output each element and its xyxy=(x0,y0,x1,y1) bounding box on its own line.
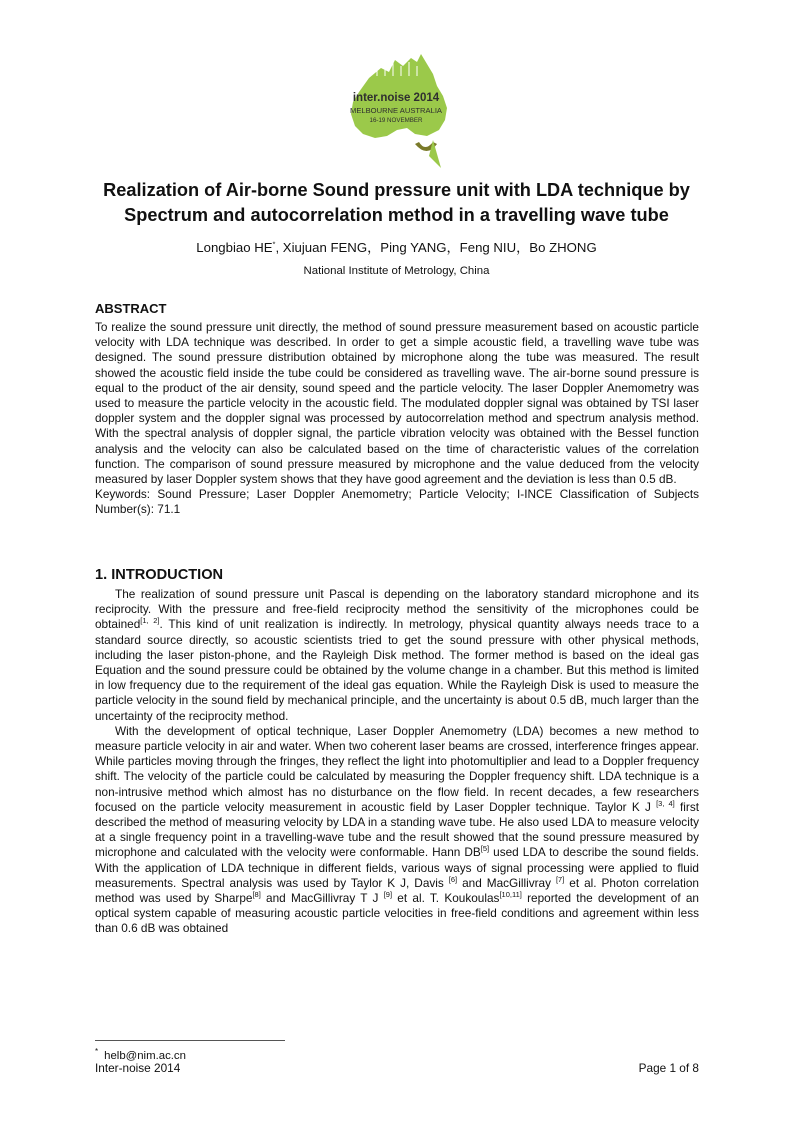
other-authors: , Xiujuan FENG，Ping YANG，Feng NIU，Bo ZHONG xyxy=(275,240,597,255)
first-author: Longbiao HE xyxy=(196,240,273,255)
title-line-1: Realization of Air-borne Sound pressure unit with LDA technique by xyxy=(103,180,690,200)
affiliation: National Institute of Metrology, China xyxy=(303,265,490,277)
australia-map-icon xyxy=(329,40,464,175)
text-run: The realization of sound pressure unit Pascal is depending on the laboratory standard microphone and its reciprocity. With the pressure and free-field reciprocity method the sensitivity of the microphones could be obtained xyxy=(95,587,699,632)
text-run: With the development of optical technique, Laser Doppler Anemometry (LDA) becomes a new method to measure particle velocity in air and water. When two coherent laser beams are crossed, interference fringes appear. While particles moving through the fringes, they reflect the light into photomultiplier and lead to a Doppler frequency shift. The velocity of the particle could be calculated by measuring the Doppler frequency shift. LDA technique is a non-intrusive method which almost has no disturbance on the flow field. In recent decades, a few researchers focused on the particle velocity measurement in acoustic field by Laser Doppler technique. Taylor K J xyxy=(95,723,699,814)
section-heading-introduction: 1. INTRODUCTION xyxy=(95,567,224,583)
author-list xyxy=(40,240,753,256)
citation: [1, 2] xyxy=(140,616,160,626)
text-run: et al. T. Koukoulas xyxy=(392,891,500,906)
conference-logo xyxy=(329,40,464,175)
logo-dates: 16-19 NOVEMBER xyxy=(369,117,423,124)
footnote-email[interactable]: helb@nim.ac.cn xyxy=(104,1049,186,1062)
citation: [10,11] xyxy=(499,890,522,900)
abstract-text: To realize the sound pressure unit directly, the method of sound pressure measurement based on acoustic particle velocity with LDA technique was described. In order to get a simple acoustic field, a travelling wave tube was designed. The sound pressure distribution obtained by microphone along the tube was measured. The result showed the acoustic field inside the tube could be considered as travelling wave. The air-borne sound pressure is equal to the product of the air density, sound speed and the particle velocity. The laser Doppler Anemometry was used to measure the particle velocity in the acoustic field. The modulated doppler signal was obtained by TSI laser doppler system and the doppler signal was processed by autocorrelation method and spectrum analysis method. With the spectral analysis of doppler signal, the particle vibration velocity was obtained with the Bessel function analysis and the velocity can also be calculated based on the time of characteristic values of the correlation function. The comparison of sound pressure measured by microphone and the value deduced from the velocity measured by laser Doppler system shows that they have good agreement and the deviation is less than 0.5 dB. xyxy=(95,320,699,487)
intro-paragraph-2 xyxy=(95,724,699,937)
introduction-body xyxy=(95,587,699,937)
intro-paragraph-1 xyxy=(95,587,699,724)
text-run: and MacGillivray xyxy=(457,875,556,890)
citation: [8] xyxy=(252,890,261,900)
paper-title xyxy=(40,178,753,228)
citation: [9] xyxy=(383,890,393,900)
corresponding-mark: * xyxy=(272,239,276,249)
text-run: et al. Photon correlation method was used by Sharpe xyxy=(95,875,699,906)
logo-location: MELBOURNE AUSTRALIA xyxy=(350,106,442,115)
title-line-2: Spectrum and autocorrelation method in a travelling wave tube xyxy=(124,205,669,225)
citation: [5] xyxy=(480,844,490,854)
text-run: reported the development of an optical system capable of measuring acoustic particle velocities in free-field conditions and agreement within less than 0.6 dB was obtained xyxy=(95,891,699,936)
footnote-divider xyxy=(95,1040,285,1041)
logo-title: inter.noise 2014 xyxy=(352,92,440,104)
footnote xyxy=(95,1047,186,1062)
text-run: first described the method of measuring velocity by LDA in a standing wave tube. He also used LDA to measure velocity at a single frequency point in a travelling-wave tube and the result showed that the sound pressure measured by microphone and calculated with the velocity were conformable. Hann DB xyxy=(95,799,699,860)
citation: [7] xyxy=(555,874,565,884)
footnote-mark: * xyxy=(95,1047,99,1056)
text-run: used LDA to describe the sound fields. With the application of LDA technique in different fields, various ways of signal processing were applied to fluid measurements. Spectral analysis was used by Taylor K J, Davis xyxy=(95,845,699,890)
citation: [3, 4] xyxy=(656,798,675,808)
keywords: Keywords: Sound Pressure; Laser Doppler Anemometry; Particle Velocity; I-INCE Classification of Subjects Number(s): 71.1 xyxy=(95,487,699,517)
footer-page-number: Page 1 of 8 xyxy=(638,1061,699,1075)
abstract-body xyxy=(95,320,699,518)
citation: [6] xyxy=(448,874,458,884)
text-run: . This kind of unit realization is indirectly. In metrology, physical quantity always needs trace to a standard source directly, so acoustic scientists tried to get the sound pressure with other physical methods, including the laser piston-phone, and the Rayleigh Disk method. The former method is based on the ideal gas Equation and the sound pressure could be obtained by the volume change in a chamber. But this method is limited in low frequency due to the requirement of the ideal gas equation. While the Rayleigh Disk is used to measure the particle velocity in the sound field by mechanical principle, and the uncertainty is about 0.5 dB, much larger than the uncertainty of the reciprocity method. xyxy=(95,617,699,723)
abstract-heading: ABSTRACT xyxy=(95,301,167,316)
text-run: and MacGillivray T J xyxy=(260,891,384,906)
footer-conference: Inter-noise 2014 xyxy=(95,1061,181,1075)
